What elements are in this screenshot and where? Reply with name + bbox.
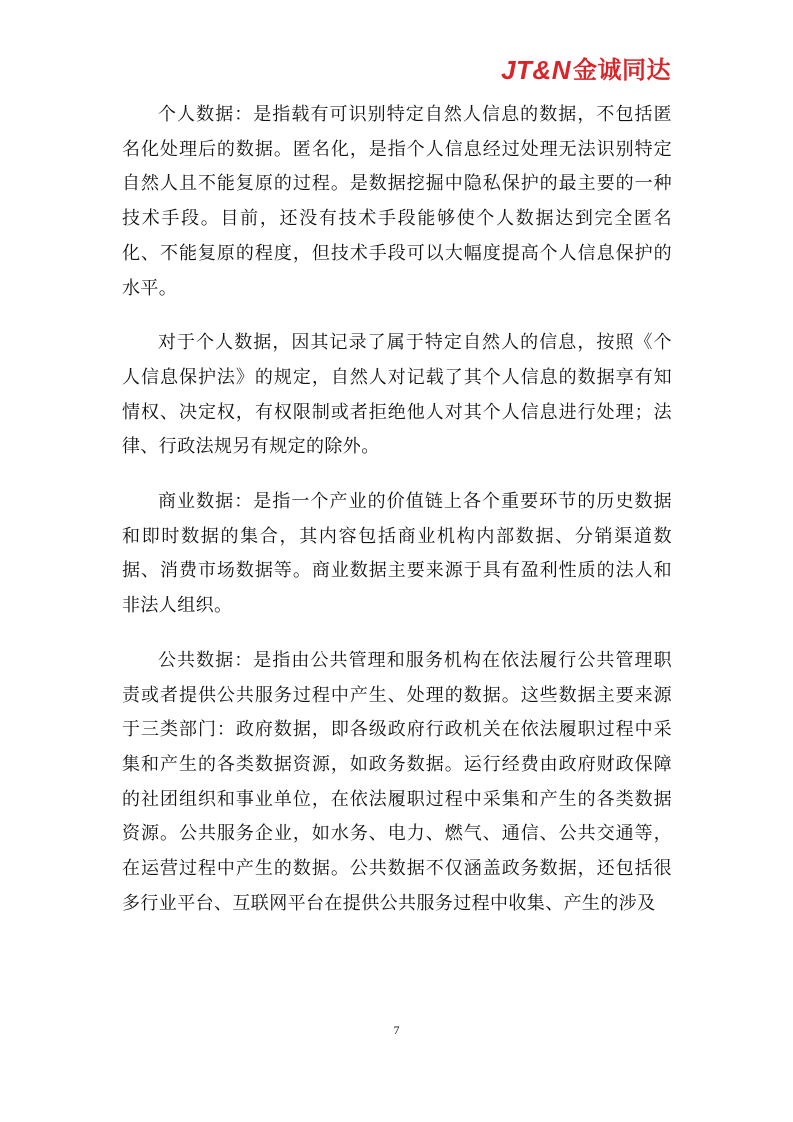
paragraph-personal-rights: 对于个人数据，因其记录了属于特定自然人的信息，按照《个人信息保护法》的规定，自然人对记载了其个人信息的数据享有知情权、决定权，有权限制或者拒绝他人对其个人信息进行处理；法律、行政法规另有规定的除外。: [122, 332, 672, 458]
logo-chinese-text: 金诚同达: [573, 56, 671, 84]
document-body: [122, 98, 672, 941]
logo-latin-text: JT&N: [501, 55, 571, 85]
company-logo: [501, 54, 671, 86]
paragraph-business-data: 商业数据：是指一个产业的价值链上各个重要环节的历史数据和即时数据的集合，其内容包括商业机构内部数据、分销渠道数据、消费市场数据等。商业数据主要来源于具有盈利性质的法人和非法人组织。: [122, 491, 672, 617]
paragraph-public-data: 公共数据：是指由公共管理和服务机构在依法履行公共管理职责或者提供公共服务过程中产生、处理的数据。这些数据主要来源于三类部门：政府数据，即各级政府行政机关在依法履职过程中采集和产生的各类数据资源，如政务数据。运行经费由政府财政保障的社团组织和事业单位，在依法履职过程中采集和产生的各类数据资源。公共服务企业，如水务、电力、燃气、通信、公共交通等，在运营过程中产生的数据。公共数据不仅涵盖政务数据，还包括很多行业平台、互联网平台在提供公共服务过程中收集、产生的涉及: [122, 649, 672, 914]
paragraph-personal-data: 个人数据：是指载有可识别特定自然人信息的数据，不包括匿名化处理后的数据。匿名化，是指个人信息经过处理无法识别特定自然人且不能复原的过程。是数据挖掘中隐私保护的最主要的一种技术手段。目前，还没有技术手段能够使个人数据达到完全匿名化、不能复原的程度，但技术手段可以大幅度提高个人信息保护的水平。: [122, 104, 672, 299]
page-number: 7: [393, 1023, 400, 1037]
